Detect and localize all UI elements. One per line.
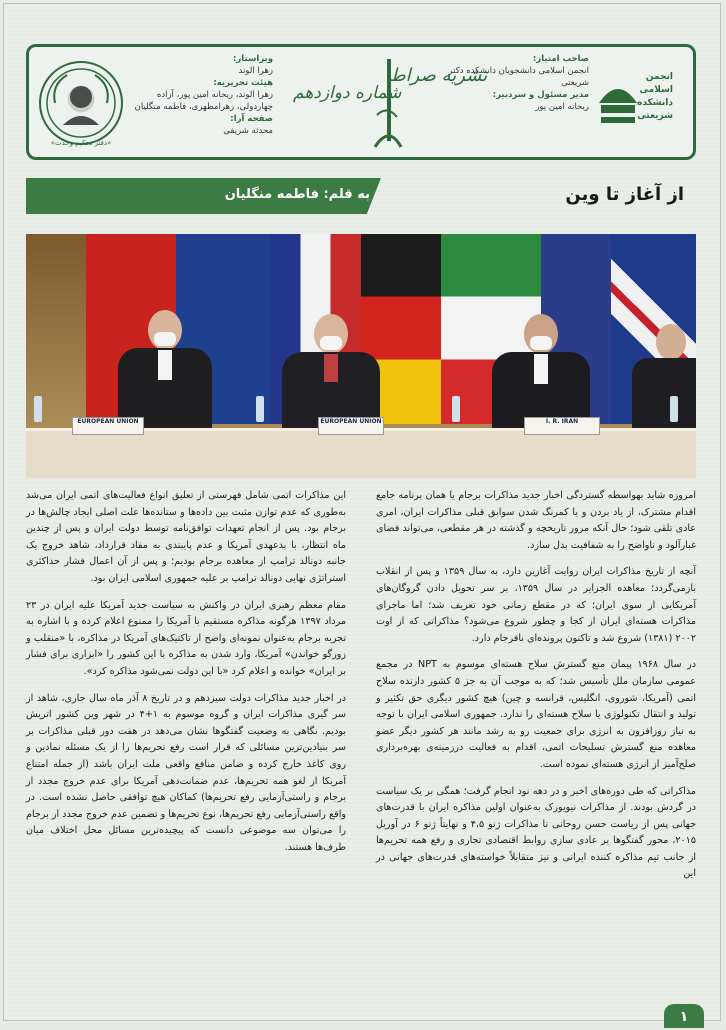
placard-eu-1: EUROPEAN UNION — [72, 417, 144, 435]
water-bottle — [34, 396, 42, 422]
seal-caption: «دفتر تحکیم وحدت» — [50, 139, 112, 147]
delegate-right-edge — [632, 324, 696, 430]
paragraph: مقام معظم رهبری ایران در واکنش به سیاست جدید آمریکا علیه ایران در ۲۳ مرداد ۱۳۹۷ هرگونه مذاکره مستقیم با آمریکا را ممنوع اعلام کرده و با اشاره به تجربه برجام به‌عنوان نمونه‌ای واضح از تاکتیک‌های آمریکا در مذاکره، با «منقلب و زورگو خواندن» آمریکا، وارد شدن به مذاکره با این کشور را «ابزاری برای فشار بر ایران» خوانده و اعلام کرد «با این دولت نمی‌شود مذاکره کرد». — [26, 599, 347, 677]
board-names: زهرا الوند، ریحانه امین پور، آزاده چهاردولی، زهرامطهری، فاطمه منگلیان — [134, 90, 273, 112]
paragraph: در اخبار جدید مذاکرات دولت سیزدهم و در تاریخ ۸ آذر ماه سال جاری، شاهد از سر گیری مذاکرات ایران و گروه موسوم به ۱+۴ در شهر وین کشور اتریش بودیم. نگاهی به وضعیت گفتگوها نشان می‌دهد در هفت دور قبلی مذاکرات بر سر بنیادین‌ترین مسائلی که قرار است رفع تحریم‌ها را از یک مسئله نمادین و روی کاغذ خارج کرده و ضامن منافع واقعی ملت ایران باشد (از جمله امتناع آمریکا از لغو همه تحریم‌ها، عدم ضمانت‌دهی آمریکا برای عدم خروج مجدد از برجام و راستی‌آزمایی رفع تحریم‌ها) کماکان هیچ توافقی حاصل نشده است. در واقع راستی‌آزمایی رفع تحریم‌ها، نوع تحریم‌ها و تضمین عدم خروج مجدد از برجام را می‌توان سه موضوعی دانست که پیچیده‌ترین مسائل محل اختلاف میان طرف‌ها هستند. — [26, 692, 346, 853]
left-column — [26, 488, 346, 866]
editorial-credits — [133, 53, 273, 137]
logo-caption: انجمن اسلامی دانشکده شریعتی — [637, 72, 673, 121]
article-title: از آغاز تا وین — [565, 184, 684, 205]
paragraph: مذاکراتی که طی دوره‌های اخیر و در دهه نود انجام گرفت؛ همگی بر یک سیاست در گردش بودند. از مذاکرات نیویورک به‌عنوان اولین مذاکره ایران با قدرت‌های جهانی پس از ریاست حسن روحانی تا مذاکرات ژنو ۴،۵ و نهایتاً ژنو ۶ در آوریل ۲۰۱۵، محور گفتگوها بر عادی سازی روابط اقتصادی تجاری و رفع همه تحریم‌ها از جانب تیم مذاکره کننده ایرانی و نیز متقابلاً خواسته‌های قدرت‌های جهانی در این — [376, 785, 696, 880]
article-title-bar — [26, 178, 696, 214]
delegate-iran — [486, 314, 596, 430]
water-bottle — [256, 396, 264, 422]
layout-heading: صفحه آرا: — [230, 114, 273, 124]
layout-name: محدثه شریفی — [223, 126, 273, 136]
manager-heading: مدیر مسئول و سردبیر: — [492, 90, 589, 100]
page — [3, 3, 721, 1025]
paragraph: در سال ۱۹۶۸ پیمان منع گسترش سلاح هسته‌ای موسوم به NPT در مجمع عمومی سازمان ملل تأسیس شد؛ که به موجب آن به جز ۵ کشور دارنده سلاح اتمی (آمریکا، شوروی، انگلیس، فرانسه و چین) هیچ کشور دیگری حق تکثیر و تولید و انتقال تکنولوژی یا سلاح هسته‌ای را ندارد. جمهوری اسلامی ایران با توجه به نیاز روزافزون به انرژی برای جمعیت رو به رشد مانند هر کشور دیگر عضو معاهده منع گسترش تسلیحات اتمی، اقدام به فعالیت درزمینه‌ی بهره‌برداری صلح‌آمیز از انرژی هسته‌ای نموده است. — [376, 659, 697, 770]
issue-number: شماره دوازدهم — [293, 83, 402, 103]
page-number: ۱ — [664, 1004, 704, 1028]
license-heading: صاحب امتیاز: — [532, 54, 589, 64]
right-column — [376, 488, 696, 893]
association-logo — [595, 57, 683, 149]
editor-name: زهرا الوند — [238, 66, 273, 76]
water-bottle — [670, 396, 678, 422]
manager-name: ریحانه امین پور — [535, 102, 589, 112]
article-body — [26, 488, 696, 988]
emblem-seal-icon — [39, 61, 123, 145]
editor-heading: ویراستار: — [233, 54, 273, 64]
delegate-center — [276, 314, 386, 430]
paragraph: امروزه شاید بهواسطه گستردگی اخبار جدید مذاکرات برجام یا همان برنامه جامع اقدام مشترک، از یاد بردن و یا کمرنگ شدن سوابق قبلی مذاکرات ایران، امری عادی تلقی شود؛ حال آنکه مرور تاریخچه و گذشته در هر مقطعی، می‌تواند فضای غبارآلود و ناواضح را به شفافیت بدل سازد. — [376, 490, 696, 551]
ownership-credits — [439, 53, 589, 113]
license-name: انجمن اسلامی دانشجویان دانشکده دکتر شریعتی — [448, 66, 589, 88]
article-author: به قلم: فاطمه منگلیان — [224, 187, 370, 202]
paragraph: آنچه از تاریخ مذاکرات ایران روایت آغازین دارد، به سال ۱۳۵۹ و پس از انقلاب بازمی‌گردد؛ معاهده الجزایر در سال ۱۳۵۹، بر سر تحویل دادن گروگان‌های آمریکایی از سوی ایران؛ که در مقطع زمانی خود تعریف شد؛ اما ماجرای مذاکرات هسته‌ای ایران از کجا و چطور شروع می‌شود؟ مذاکراتی که از اوت ۲۰۰۲ (۱۳۸۱) شروع شد و تاکنون پرونده‌ای نافرجام دارد. — [376, 566, 696, 644]
placard-iran: I. R. IRAN — [524, 417, 600, 435]
masthead-banner — [26, 44, 696, 160]
delegate-left — [110, 310, 220, 430]
conference-table — [26, 428, 696, 478]
placard-eu-2: EUROPEAN UNION — [318, 417, 384, 435]
paragraph: این مذاکرات اتمی شامل فهرستی از تعلیق انواع فعالیت‌های اتمی ایران می‌شد به‌طوری که عدم توازن مثبت بین داده‌ها و ستانده‌ها علت اصلی ایجاد چالش‌ها در برجام بود. پس از انجام تعهدات توافق‌نامه توسط دولت ایران و پس از چندین ماه انتظار، با بدعهدی آمریکا و عدم پایبندی به مفاد قرارداد، شاهد خروج یک جانبه دونالد ترامپ از معاهده برجام بودیم؛ و پس از آن اعمال فشار حداکثری استراتژی نهایی دونالد ترامپ بر علیه جمهوری اسلامی ایران بود. — [26, 490, 346, 584]
publication-name: نشریه صراط — [389, 65, 488, 86]
board-heading: هیئت تحریریه: — [213, 78, 273, 88]
water-bottle — [452, 396, 460, 422]
negotiation-photo — [26, 234, 696, 478]
